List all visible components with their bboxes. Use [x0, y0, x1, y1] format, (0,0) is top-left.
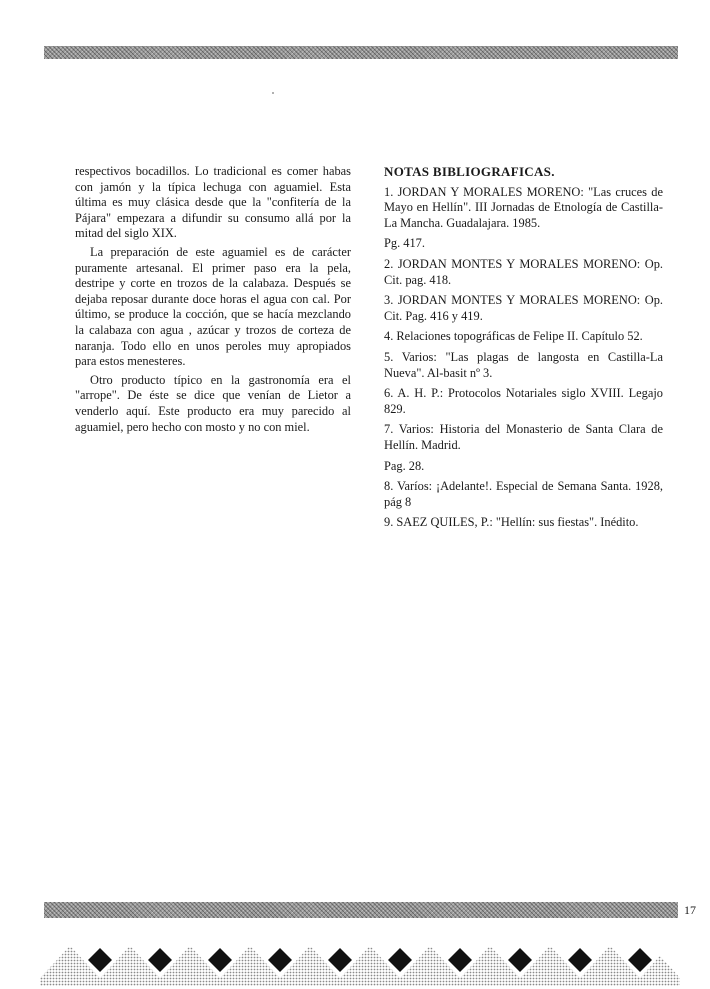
note-item: 5. Varios: "Las plagas de langosta en Castilla-La Nueva". Al-basit nº 3.: [384, 349, 663, 380]
bibliography-column: [384, 164, 663, 536]
notes-heading: NOTAS BIBLIOGRAFICAS.: [384, 164, 555, 179]
bottom-decorative-band: [44, 902, 678, 918]
paragraph: La preparación de este aguamiel es de carácter puramente artesanal. El primer paso era la pela, destripe y corte en trozos de la calabaza. Después se dejaba reposar durante doce horas el agua con cal. Por último, se produce la cocción, que se hacía mezclando la calabaza con agua , azúcar y trozos de corteza de naranja. Todo ello en unos peroles muy apropiados para estos menesteres.: [75, 244, 351, 369]
note-item: Pg. 417.: [384, 236, 425, 251]
note-item: 1. JORDAN Y MORALES MORENO: "Las cruces de Mayo en Hellín". III Jornadas de Etnología de Castilla-La Mancha. Guadalajara. 1985.: [384, 184, 663, 230]
note-item: 3. JORDAN MONTES Y MORALES MORENO: Op. Cit. Pag. 416 y 419.: [384, 293, 663, 323]
note-item: 8. Varíos: ¡Adelante!. Especial de Semana Santa. 1928, pág 8: [384, 479, 663, 509]
top-decorative-band: [44, 46, 678, 59]
note-item: 4. Relaciones topográficas de Felipe II. Capítulo 52.: [384, 329, 643, 344]
paragraph: respectivos bocadillos. Lo tradicional es comer habas con jamón y la típica lechuga con aguamiel. Esta última es muy clásica desde que la "confitería de la Pájara" empezara a difundir su consumo allá por la mitad del siglo XIX.: [75, 164, 351, 241]
diamond-border-ornament: [40, 938, 680, 986]
paragraph: Otro producto típico en la gastronomía era el "arrope". De éste se dice que venían de Lietor a venderlo aquí. Este producto era muy parecido al aguamiel, pero hecho con mosto y no con miel.: [75, 372, 351, 434]
page-number: 17: [684, 903, 696, 917]
note-item: 2. JORDAN MONTES Y MORALES MORENO: Op. Cit. pag. 418.: [384, 256, 663, 287]
note-item: 9. SAEZ QUILES, P.: "Hellín: sus fiestas". Inédito.: [384, 515, 639, 530]
note-item: Pag. 28.: [384, 458, 425, 473]
note-item: 6. A. H. P.: Protocolos Notariales siglo XVIII. Legajo 829.: [384, 386, 663, 416]
left-text-column: [75, 164, 351, 435]
note-item: 7. Varios: Historia del Monasterio de Santa Clara de Hellín. Madrid.: [384, 422, 663, 452]
print-speck: [272, 92, 274, 94]
